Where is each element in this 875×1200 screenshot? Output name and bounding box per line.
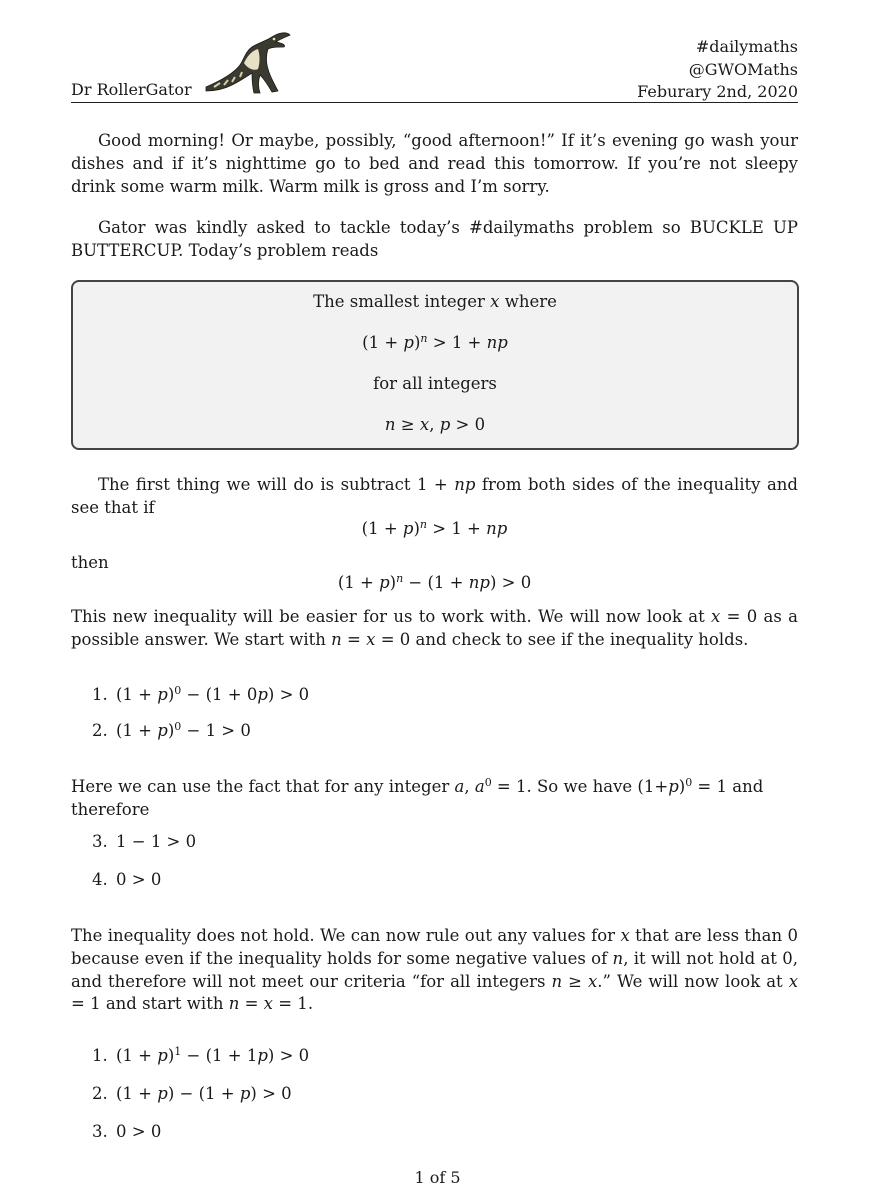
header-rule <box>71 102 798 103</box>
problem-condition: n ≥ x, p > 0 <box>384 415 486 434</box>
intro-paragraph-2: Gator was kindly asked to tackle today’s #dailymaths problem so BUCKLE UP BUTTERCUP. Today’s problem reads <box>71 218 798 260</box>
list-item: 3. 0 > 0 <box>92 1122 162 1141</box>
list-item: 2. (1 + p) − (1 + p) > 0 <box>92 1084 292 1103</box>
problem-line-1: The smallest integer x where <box>313 292 557 311</box>
intro-paragraph-1: Good morning! Or maybe, possibly, “good afternoon!” If it’s evening go wash your dishes and if it’s nighttime go to bed and read this tomorrow. If you’re not sleepy drink some warm milk. Warm milk is gross and I’m sorry. <box>71 131 798 196</box>
author-name: Dr RollerGator <box>71 80 192 99</box>
paragraph-power-zero: Here we can use the fact that for any integer a, $a^0 = 1$. So we have $(1+p)^0 = 1$ and therefore <box>71 776 764 819</box>
header-right <box>637 36 798 104</box>
paragraph-does-not-hold: The inequality does not hold. We can now rule out any values for x that are less than 0 because even if the inequality holds for some negative values of n, it will not hold at 0, and therefore will not meet our criteria “for all integers n ≥ x.” We will now look at x = 1 and start with n = x = 1. <box>71 926 799 1014</box>
twitter-handle: @GWOMaths <box>688 59 798 79</box>
hashtag: #dailymaths <box>695 37 798 56</box>
list-item: 1. $(1 + p)^0 - (1 + 0p) > 0$ <box>92 684 310 704</box>
page-number: 1 of 5 <box>414 1168 461 1187</box>
equation-original: $(1 + p)^n > 1$ + np <box>361 518 508 538</box>
date: Feburary 2nd, 2020 <box>637 82 798 101</box>
paragraph-subtract: The first thing we will do is subtract 1 + np from both sides of the inequality and see that if <box>71 475 798 517</box>
problem-line-3: for all integers <box>373 374 497 393</box>
problem-inequality: $(1 + p)^n > 1$ + np <box>362 332 508 352</box>
then-text: then <box>71 553 109 572</box>
problem-box <box>71 280 799 450</box>
list-item: 3. 1 − 1 > 0 <box>92 832 197 851</box>
paragraph-x-zero: This new inequality will be easier for us to work with. We will now look at x = 0 as a possible answer. We start with n = x = 0 and check to see if the inequality holds. <box>71 607 798 649</box>
equation-rearranged: $(1 + p)^n - (1 + np) > 0$ <box>337 572 532 592</box>
list-item: 4. 0 > 0 <box>92 870 162 889</box>
list-item: 2. $(1 + p)^0 - 1 > 0$ <box>92 720 251 740</box>
list-item: 1. $(1 + p)^1 - (1 + 1p) > 0$ <box>92 1045 310 1065</box>
alligator-illustration <box>200 25 292 100</box>
